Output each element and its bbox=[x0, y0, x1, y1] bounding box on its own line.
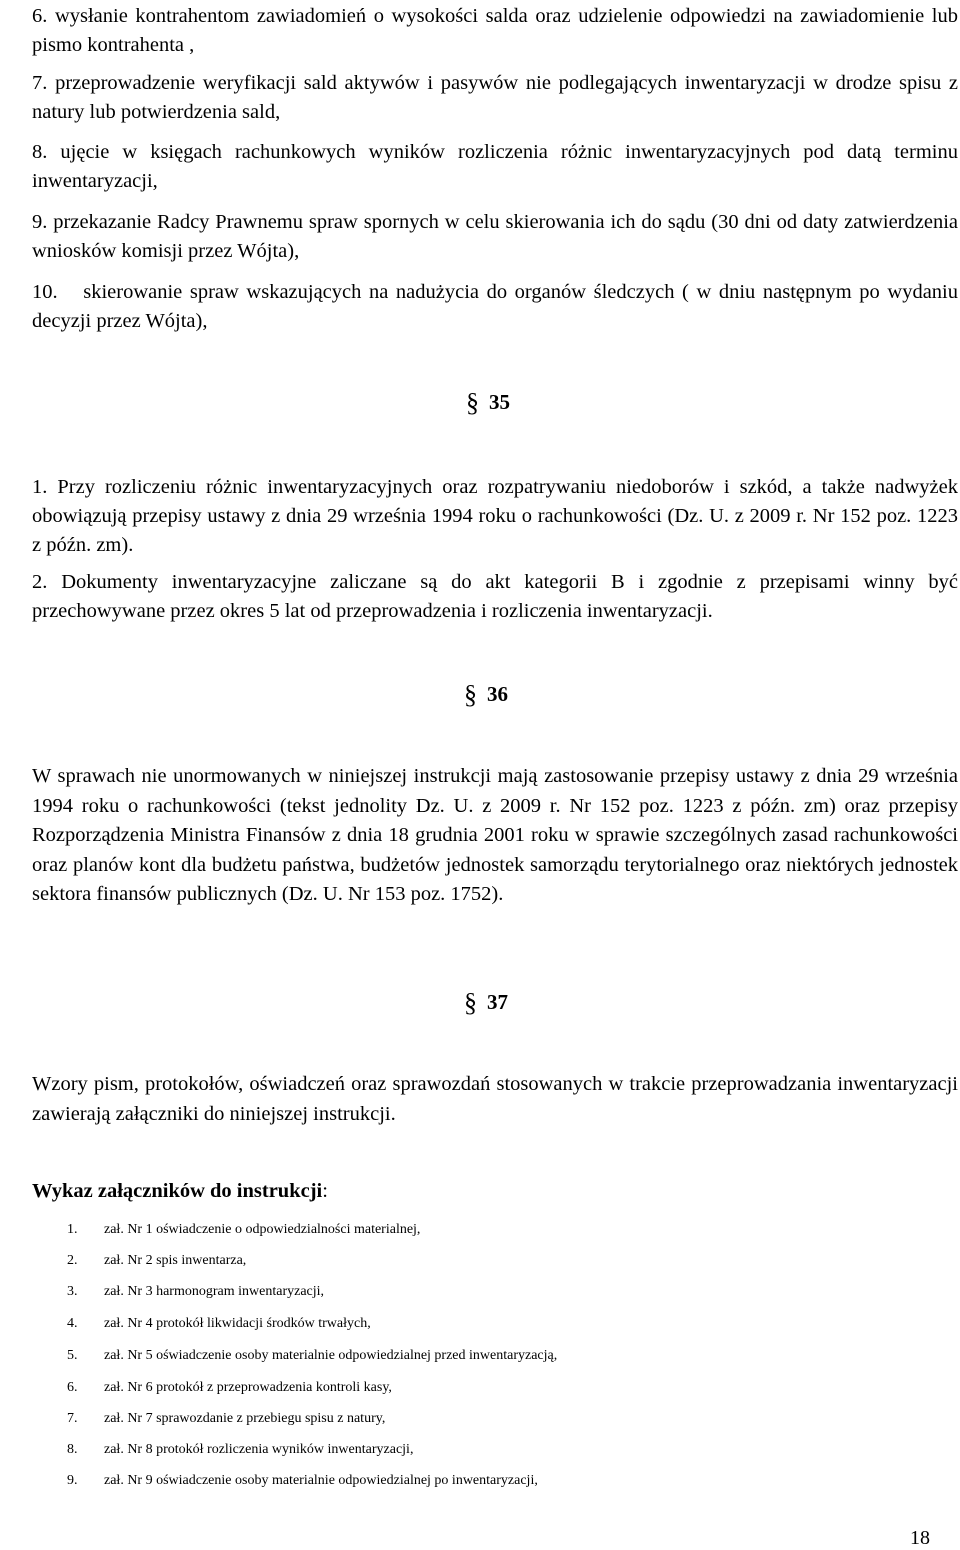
list-item-6 bbox=[32, 2, 958, 60]
list-item-9 bbox=[32, 208, 958, 266]
attachment-item bbox=[67, 1379, 392, 1397]
list-item-8 bbox=[32, 138, 958, 196]
paragraph-sign-icon: § bbox=[466, 388, 479, 417]
attachments-heading bbox=[32, 1180, 328, 1203]
attachments-heading-text: Wykaz załączników do instrukcji bbox=[32, 1180, 323, 1202]
attachment-item bbox=[67, 1441, 413, 1459]
item-number: 9. bbox=[32, 211, 48, 233]
item-text: wysłanie kontrahentom zawiadomień o wysokości salda oraz udzielenie odpowiedzi na zawiadomienie lub pismo kontrahenta , bbox=[32, 5, 958, 56]
attachment-number: 2. bbox=[67, 1253, 78, 1268]
attachment-item bbox=[67, 1315, 371, 1333]
paragraph-sign-icon: § bbox=[464, 988, 477, 1017]
attachment-number: 8. bbox=[67, 1442, 78, 1457]
item-text: skierowanie spraw wskazujących na nadużycia do organów śledczych ( w dniu następnym po wydaniu decyzji przez Wójta), bbox=[32, 281, 958, 332]
item-text: ujęcie w księgach rachunkowych wyników rozliczenia różnic inwentaryzacyjnych pod datą terminu inwentaryzacji, bbox=[32, 141, 958, 192]
section-number: 36 bbox=[487, 682, 508, 706]
attachment-number: 3. bbox=[67, 1284, 78, 1299]
attachment-item bbox=[67, 1472, 538, 1490]
section-36-text: W sprawach nie unormowanych w niniejszej instrukcji mają zastosowanie przepisy ustawy z dnia 29 września 1994 roku o rachunkowości (tekst jednolity Dz. U. z 2009 r. Nr 152 poz. 1223 z późn. zm) oraz przepisy Rozporządzenia Ministra Finansów z dnia 18 grudnia 2001 roku w sprawie szczególnych zasad rachunkowości oraz planów kont dla budżetu państwa, budżetów jednostek samorządu terytorialnego oraz niektórych jednostek sektora finansów publicznych (Dz. U. Nr 153 poz. 1752). bbox=[32, 765, 958, 905]
attachment-number: 1. bbox=[67, 1222, 78, 1237]
section-heading-35 bbox=[0, 388, 960, 418]
attachment-text: zał. Nr 1 oświadczenie o odpowiedzialności materialnej, bbox=[104, 1222, 421, 1237]
attachment-number: 6. bbox=[67, 1380, 78, 1395]
section-heading-36 bbox=[0, 680, 960, 710]
attachment-text: zał. Nr 3 harmonogram inwentaryzacji, bbox=[104, 1284, 325, 1299]
section-35-item-1 bbox=[32, 473, 958, 560]
attachment-item bbox=[67, 1252, 246, 1270]
item-text: Dokumenty inwentaryzacyjne zaliczane są do akt kategorii B i zgodnie z przepisami winny być przechowywane przez okres 5 lat od przeprowadzenia i rozliczenia inwentaryzacji. bbox=[32, 571, 958, 622]
attachment-number: 9. bbox=[67, 1473, 78, 1488]
attachment-text: zał. Nr 6 protokół z przeprowadzenia kontroli kasy, bbox=[104, 1380, 392, 1395]
list-item-7 bbox=[32, 69, 958, 127]
attachment-text: zał. Nr 8 protokół rozliczenia wyników inwentaryzacji, bbox=[104, 1442, 414, 1457]
attachment-item bbox=[67, 1347, 557, 1365]
item-number: 8. bbox=[32, 141, 48, 163]
section-number: 35 bbox=[489, 390, 510, 414]
attachment-text: zał. Nr 7 sprawozdanie z przebiegu spisu z natury, bbox=[104, 1411, 386, 1426]
item-text: przekazanie Radcy Prawnemu spraw spornych w celu skierowania ich do sądu (30 dni od daty zatwierdzenia wniosków komisji przez Wójta), bbox=[32, 211, 958, 262]
attachment-item bbox=[67, 1410, 385, 1428]
section-37-text: Wzory pism, protokołów, oświadczeń oraz sprawozdań stosowanych w trakcie przeprowadzania inwentaryzacji zawierają załączniki do niniejszej instrukcji. bbox=[32, 1073, 958, 1125]
attachment-number: 5. bbox=[67, 1348, 78, 1363]
item-number: 7. bbox=[32, 72, 48, 94]
item-number: 6. bbox=[32, 5, 48, 27]
section-heading-37 bbox=[0, 988, 960, 1018]
item-text: przeprowadzenie weryfikacji sald aktywów i pasywów nie podlegających inwentaryzacji w drodze spisu z natury lub potwierdzenia sald, bbox=[32, 72, 959, 123]
attachment-item bbox=[67, 1221, 420, 1239]
attachment-number: 4. bbox=[67, 1316, 78, 1331]
item-number: 10. bbox=[32, 281, 58, 303]
attachment-text: zał. Nr 2 spis inwentarza, bbox=[104, 1253, 247, 1268]
paragraph-sign-icon: § bbox=[464, 680, 477, 709]
item-number: 2. bbox=[32, 571, 48, 593]
item-text: Przy rozliczeniu różnic inwentaryzacyjnych oraz rozpatrywaniu niedoborów i szkód, a także nadwyżek obowiązują przepisy ustawy z dnia 29 września 1994 roku o rachunkowości (Dz. U. z 2009 r. Nr 152 poz. 1223 z późn. zm). bbox=[32, 476, 959, 556]
attachment-text: zał. Nr 9 oświadczenie osoby materialnie odpowiedzialnej po inwentaryzacji, bbox=[104, 1473, 538, 1488]
attachment-text: zał. Nr 5 oświadczenie osoby materialnie odpowiedzialnej przed inwentaryzacją, bbox=[104, 1348, 558, 1363]
section-number: 37 bbox=[487, 990, 508, 1014]
list-item-10 bbox=[32, 278, 958, 336]
page-number: 18 bbox=[910, 1527, 930, 1549]
attachment-text: zał. Nr 4 protokół likwidacji środków trwałych, bbox=[104, 1316, 371, 1331]
attachment-item bbox=[67, 1283, 324, 1301]
item-number: 1. bbox=[32, 476, 48, 498]
attachments-heading-colon: : bbox=[322, 1180, 328, 1202]
attachment-number: 7. bbox=[67, 1411, 78, 1426]
section-35-item-2 bbox=[32, 568, 958, 626]
